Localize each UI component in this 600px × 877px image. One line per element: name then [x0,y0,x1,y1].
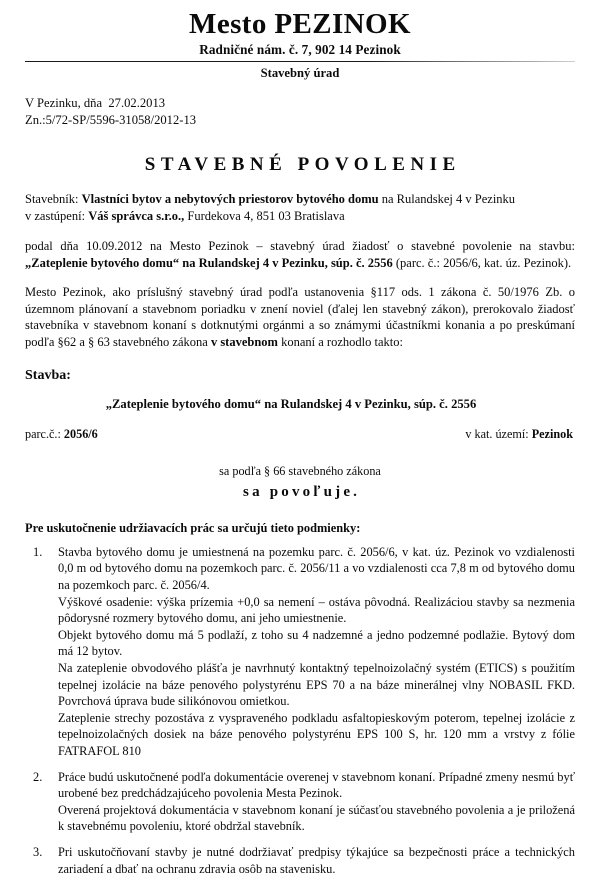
applicant-name-tail: na Rulandskej 4 v Pezinku [378,192,516,207]
department-name: Stavebný úrad [260,66,340,81]
condition-paragraph: Objekt bytového domu má 5 podlaží, z toho su 4 nadzemné a jedno podzemné podlažie. Bytový dom má 12 bytov. [58,627,575,659]
condition-paragraph: Práce budú uskutočnené podľa dokumentácie overenej v stavebnom konaní. Prípadné zmeny nesmú byť urobené bez predchádzajúceho povolenia Mesta Pezinok. [58,769,575,801]
cadastre-area [465,427,575,442]
condition-number: 2. [33,769,43,784]
condition-number: 1. [33,544,43,559]
condition-paragraph: Pri uskutočňovaní stavby je nutné dodržiavať predpisy týkajúce sa bezpečnosti práce a technických zariadení a dbať na ochranu zdravia osôb na stavenisku. [58,845,575,876]
condition-item [25,544,575,760]
conditions-list [25,544,575,877]
condition-paragraph: Na zateplenie obvodového plášťa je navrhnutý kontaktný tepelnoizolačný systém (ETICS) s použitím tepelnej izolácie na báze penového polystyrénu EPS 70 a na báze minerálnej vlny NOBASIL FKD. Povrchová úprava bude silikónovou omietkou. [58,660,575,709]
parcel-row [25,427,575,442]
condition-item [25,769,575,835]
applicant-block [25,191,575,225]
condition-item [25,844,575,877]
place-and-date: V Pezinku, dňa 27.02.2013 [25,95,166,110]
reference-block [25,95,575,128]
request-project-tail: (parc. č.: 2056/6, kat. úz. Pezinok). [392,255,572,270]
condition-paragraph: Zateplenie strechy pozostáva z vyspraveného podkladu asfaltopieskovým poterom, tepelnej izolácie z tepelnoizolačných dosiek na báze penového polystyrénu EPS 100 S, hr. 120 mm a vrstvy z fólie FATRAFOL 810 [58,710,575,758]
file-number: Zn.:5/72-SP/5596-31058/2012-13 [25,112,197,127]
cadastre-value: Pezinok [531,426,573,441]
condition-paragraph: Stavba bytového domu je umiestnená na pozemku parc. č. 2056/6, v kat. úz. Pezinok vo vzdialenosti 0,0 m od bytového domu na pozemkoch parc. č. 2056/11 a vo vzdialenosti cca 7,8 m od bytového domu na pozemkoch parc. č. 2056/4. [58,544,575,592]
legal-text-part1: Mesto Pezinok, ako príslušný stavebný úrad podľa ustanovenia §117 ods. 1 zákona č. 50/1976 Zb. o územnom plánovaní a stavebnom poriadku v znení noviel (ďalej len stavebný zákon), prerokovalo žiadosť stavebníka v stavebnom konaní s dotknutými orgánmi a so známymi účastníkmi konania a po preskúmaní podľa §62 a § 63 stavebného zákona [25,285,575,350]
legal-paragraph [25,284,575,351]
request-project-name: „Zateplenie bytového domu“ na Rulandskej 4 v Pezinku, súp. č. 2556 [25,255,393,270]
parcel-label: parc.č.: [25,426,64,441]
condition-paragraph: Overená projektová dokumentácia v stavebnom konaní je súčasťou stavebného povolenia a je priložená k stavebnému povoleniu, ktoré obdržal stavebník. [58,802,575,834]
request-paragraph [25,238,575,271]
applicant-line [25,191,575,208]
condition-paragraph: Výškové osadenie: výška prízemia +0,0 sa nemení – ostáva pôvodná. Realizáciou stavby sa nezmenia pôdorysné rozmery bytového domu, ani jeho umiestnenie. [58,594,575,626]
document-title: STAVEBNÉ POVOLENIE [144,154,461,176]
representative-name: Váš správca s.r.o., [88,209,185,224]
applicant-label: Stavebník: [25,192,79,207]
letterhead [25,10,575,81]
header-divider [25,61,575,63]
request-intro: podal dňa 10.09.2012 na Mesto Pezinok – stavebný úrad žiadosť o stavebné povolenie na stavbu: [25,238,575,253]
parcel-number [25,427,98,442]
condition-number: 3. [33,845,43,860]
cadastre-label: v kat. území: [465,426,532,441]
stavba-label: Stavba: [25,367,71,383]
representative-line [25,208,575,225]
conditions-heading: Pre uskutočnenie udržiavacích prác sa určujú tieto podmienky: [25,520,361,535]
representative-label: v zastúpení: [25,209,86,224]
applicant-name: Vlastníci bytov a nebytových priestorov bytového domu [81,192,379,207]
representative-address: Furdekova 4, 851 03 Bratislava [184,209,345,224]
legal-text-part2: konaní a rozhodlo takto: [277,335,403,350]
document-page [0,8,600,876]
permit-granted-text: sa povoľuje. [243,483,361,500]
permit-law-line: sa podľa § 66 stavebného zákona [219,463,381,478]
stavba-project-name: „Zateplenie bytového domu“ na Rulandskej 4 v Pezinku, súp. č. 2556 [105,396,477,411]
organization-title: Mesto PEZINOK [189,8,411,40]
parcel-value: 2056/6 [63,426,98,441]
legal-text-bold: v stavebnom [210,335,278,350]
organization-address: Radničné nám. č. 7, 902 14 Pezinok [199,42,401,57]
